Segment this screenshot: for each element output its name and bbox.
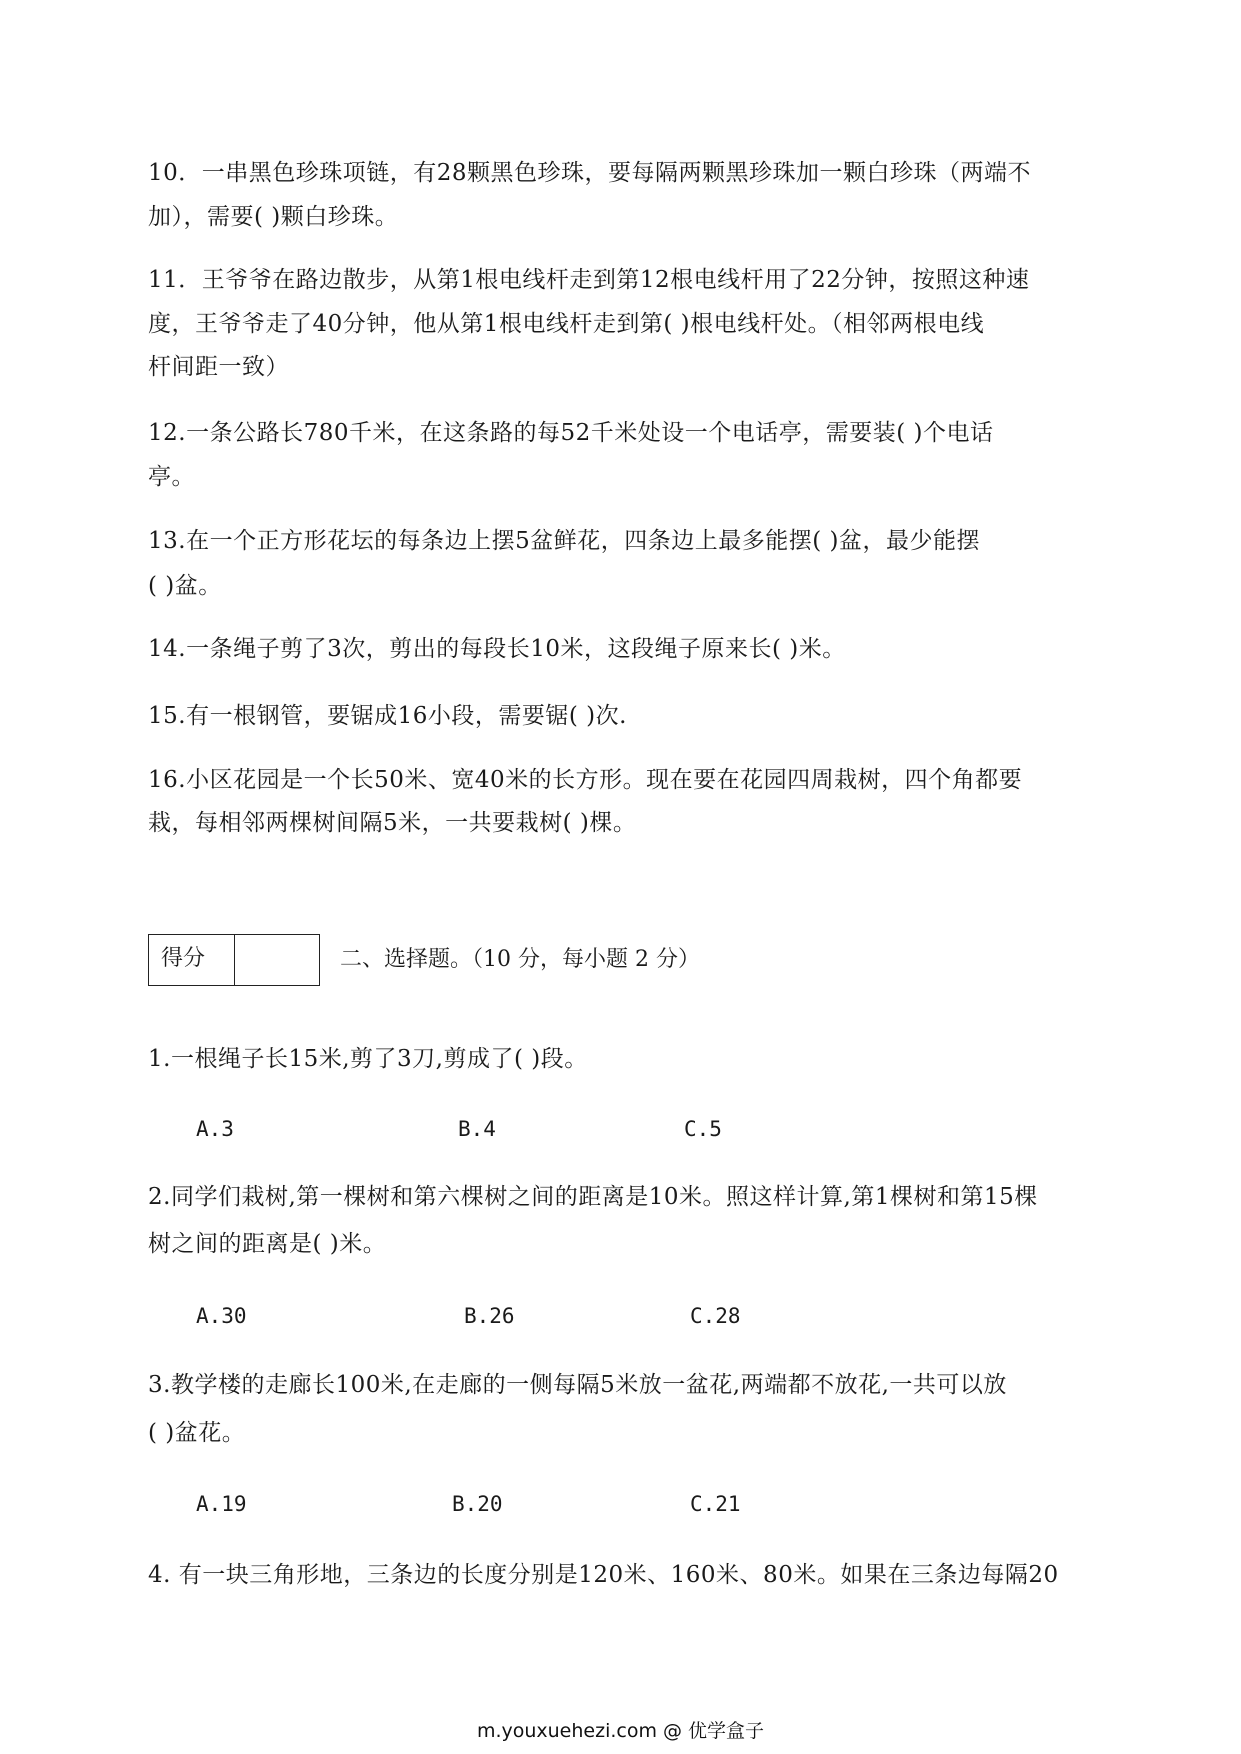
footer-watermark: m.youxuehezi.com @ 优学盒子 (476, 1720, 765, 1742)
choice-3-option-a: A.19 (196, 1492, 247, 1516)
score-label: 得分 (149, 935, 235, 985)
question-15-line-1: 15.有一根钢管，要锯成16小段，需要锯( )次. (148, 703, 627, 729)
question-11-line-2: 度，王爷爷走了40分钟，他从第1根电线杆走到第( )根电线杆处。（相邻两根电线 (148, 311, 985, 337)
choice-3-option-c: C.21 (690, 1492, 741, 1516)
question-11-line-1: 11．王爷爷在路边散步，从第1根电线杆走到第12根电线杆用了22分钟，按照这种速 (148, 267, 1030, 293)
question-12-line-1: 12.一条公路长780千米，在这条路的每52千米处设一个电话亭，需要装( )个电话 (148, 420, 994, 446)
score-box (148, 934, 320, 986)
question-16-line-2: 栽，每相邻两棵树间隔5米，一共要栽树( )棵。 (148, 810, 637, 836)
question-11-line-3: 杆间距一致） (148, 354, 289, 380)
choice-1-line-1: 1.一根绳子长15米,剪了3刀,剪成了( )段。 (148, 1046, 588, 1072)
choice-2-line-1: 2.同学们栽树,第一棵树和第六棵树之间的距离是10米。照这样计算,第1棵树和第15棵 (148, 1184, 1038, 1210)
choice-2-option-a: A.30 (196, 1304, 247, 1328)
choice-1-option-c: C.5 (684, 1117, 722, 1141)
choice-4-line-1: 4. 有一块三角形地，三条边的长度分别是120米、160米、80米。如果在三条边每隔20 (148, 1562, 1059, 1588)
choice-3-line-2: ( )盆花。 (148, 1420, 246, 1446)
question-16-line-1: 16.小区花园是一个长50米、宽40米的长方形。现在要在花园四周栽树，四个角都要 (148, 767, 1023, 793)
question-12-line-2: 亭。 (148, 464, 195, 490)
choice-1-option-a: A.3 (196, 1117, 234, 1141)
choice-2-option-c: C.28 (690, 1304, 741, 1328)
question-10-line-2: 加），需要( )颗白珍珠。 (148, 204, 399, 230)
question-10-line-1: 10．一串黑色珍珠项链，有28颗黑色珍珠，要每隔两颗黑珍珠加一颗白珍珠（两端不 (148, 160, 1032, 186)
section-title: 二、选择题。（10 分，每小题 2 分） (340, 947, 700, 972)
question-13-line-2: ( )盆。 (148, 573, 222, 599)
choice-2-line-2: 树之间的距离是( )米。 (148, 1231, 387, 1257)
question-14-line-1: 14.一条绳子剪了3次，剪出的每段长10米，这段绳子原来长( )米。 (148, 636, 846, 662)
question-13-line-1: 13.在一个正方形花坛的每条边上摆5盆鲜花，四条边上最多能摆( )盆，最少能摆 (148, 528, 980, 554)
choice-3-line-1: 3.教学楼的走廊长100米,在走廊的一侧每隔5米放一盆花,两端都不放花,一共可以放 (148, 1372, 1007, 1398)
choice-2-option-b: B.26 (464, 1304, 515, 1328)
choice-1-option-b: B.4 (458, 1117, 496, 1141)
choice-3-option-b: B.20 (452, 1492, 503, 1516)
score-blank-cell (235, 935, 319, 985)
